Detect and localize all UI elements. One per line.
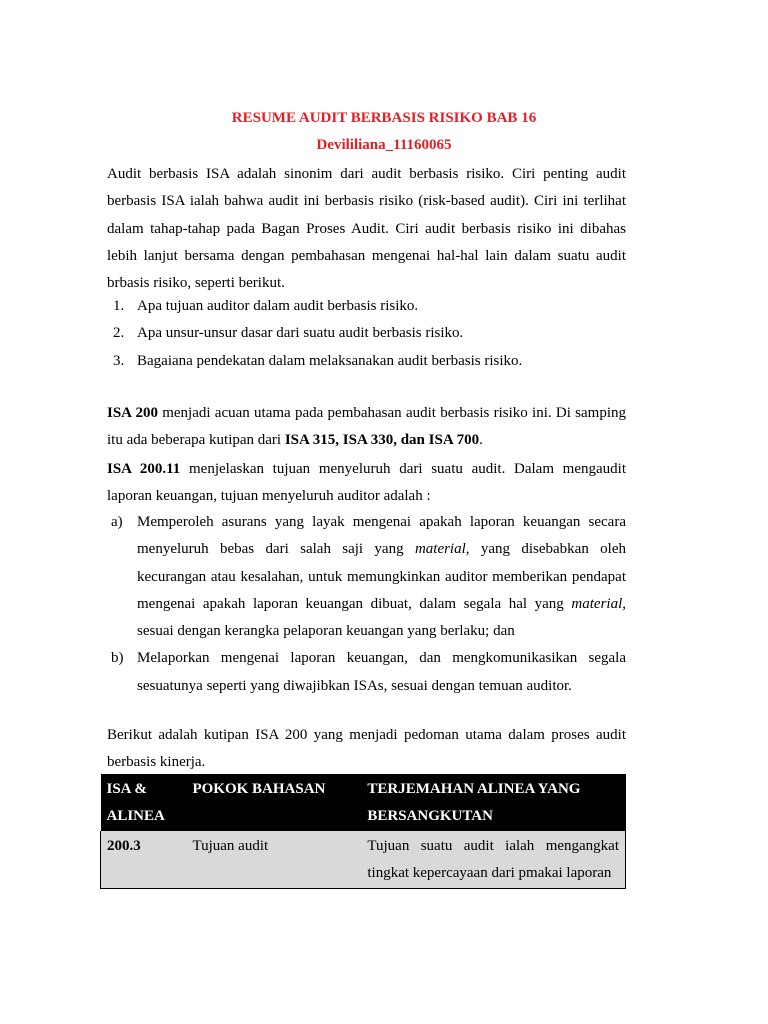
list-text: Apa tujuan auditor dalam audit berbasis risiko.: [137, 298, 419, 314]
list-text: Melaporkan mengenai laporan keuangan, dan mengkomunikasikan segala sesuatunya seperti yang diwajibkan ISAs, sesuai dengan temuan auditor.: [137, 650, 626, 694]
table-cell-translation: Tujuan suatu audit ialah mengangkat tingkat kepercayaan dari pmakai laporan: [361, 831, 625, 889]
objective-a-italic2: material: [571, 595, 623, 612]
closing-paragraph: Berikut adalah kutipan ISA 200 yang menjadi pedoman utama dalam proses audit berbasis kinerja.: [107, 727, 626, 771]
table-header-topic: POKOK BAHASAN: [186, 774, 361, 831]
list-number: 3.: [113, 352, 125, 369]
document-title: RESUME AUDIT BERBASIS RISIKO BAB 16: [231, 110, 537, 126]
isa200-text: menjadi acuan utama pada pembahasan audit berbasis risiko ini. Di samping itu ada beberapa kutipan dari: [107, 405, 626, 449]
table-cell-isa: 200.3: [101, 831, 187, 889]
objective-a-part3: , sesuai dengan kerangka pelaporan keuangan yang berlaku; dan: [137, 595, 626, 640]
list-item: [113, 293, 626, 320]
list-item: [111, 509, 626, 645]
document-author: Devililiana_11160065: [316, 137, 452, 153]
list-text: [137, 509, 626, 645]
list-text: Bagaiana pendekatan dalam melaksanakan audit berbasis risiko.: [137, 352, 523, 369]
objective-a-part2: , yang disebabkan oleh kecurangan atau kesalahan, untuk memungkinkan auditor memberikan pendapat mengenai apakah laporan keuangan dibuat, dalam segala hal yang: [137, 541, 626, 612]
isa20011-label: ISA 200.11: [107, 461, 181, 477]
isa20011-text: menjelaskan tujuan menyeluruh dari suatu audit. Dalam mengaudit laporan keuangan, tujuan menyeluruh auditor adalah :: [107, 461, 627, 505]
questions-list: [113, 293, 626, 375]
objective-a-italic1: material: [414, 541, 466, 558]
table-cell-topic: Tujuan audit: [186, 831, 361, 889]
objective-a-part1: Memperoleh asurans yang layak mengenai apakah laporan keuangan secara menyeluruh bebas dari salah saji yang: [137, 514, 626, 558]
isa200-label: ISA 200: [107, 405, 158, 421]
list-number: 1.: [113, 298, 125, 314]
isa200-table: [100, 774, 626, 889]
isa200-paragraph: [107, 400, 626, 455]
isa-references: ISA 315, ISA 330, dan ISA 700: [284, 432, 480, 449]
isa20011-paragraph: [107, 456, 626, 511]
list-letter: a): [111, 514, 123, 530]
table-row: [101, 831, 626, 889]
table-header-row: [101, 774, 626, 831]
list-item: [113, 348, 626, 375]
table-header-translation: TERJEMAHAN ALINEA YANG BERSANGKUTAN: [361, 774, 625, 831]
list-number: 2.: [113, 325, 125, 342]
list-item: [113, 320, 626, 347]
list-item: [111, 645, 626, 700]
intro-paragraph: Audit berbasis ISA adalah sinonim dari audit berbasis risiko. Ciri penting audit berbasis ISA ialah bahwa audit ini berbasis risiko (risk-based audit). Ciri ini terlihat dalam tahap-tahap pada Bagan Proses Audit. Ciri audit berbasis risiko ini dibahas lebih lanjut bersama dengan pembahasan mengenai hal-hal lain dalam suatu audit brbasis risiko, seperti berikut.: [107, 166, 626, 292]
list-text: Apa unsur-unsur dasar dari suatu audit berbasis risiko.: [137, 325, 464, 342]
isa200-end: .: [479, 432, 483, 449]
objectives-list: [111, 509, 626, 700]
list-letter: b): [111, 650, 124, 667]
table-header-isa: ISA & ALINEA: [101, 774, 187, 831]
